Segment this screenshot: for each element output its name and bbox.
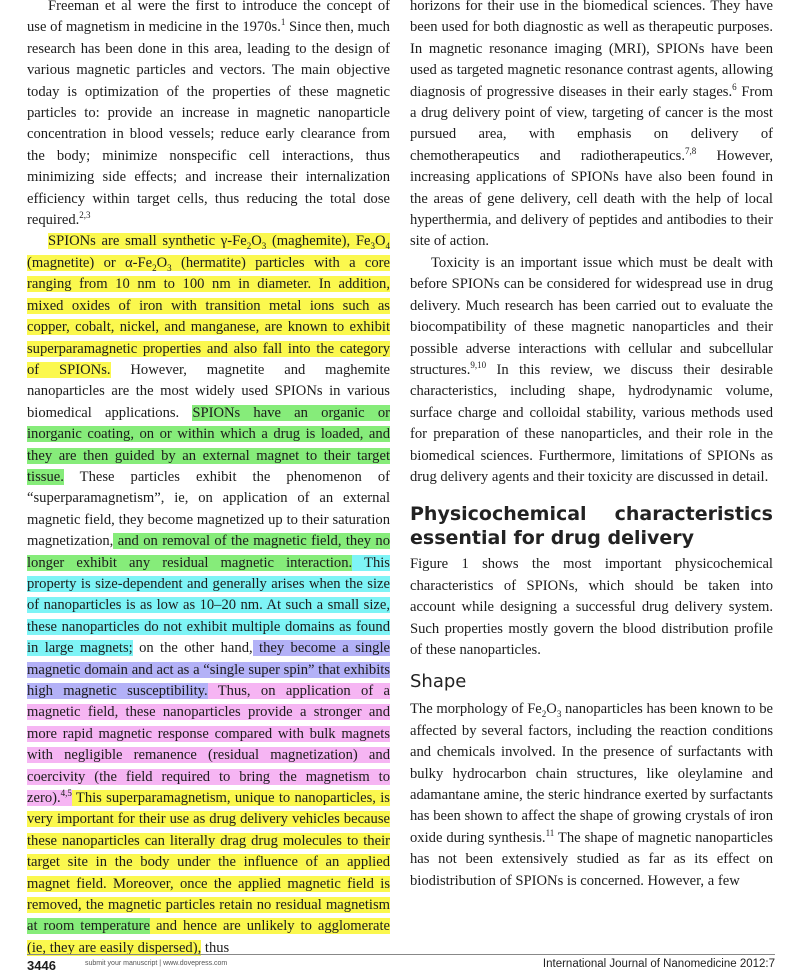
text: nanoparticles has been known to be affected by several factors, including the reaction conditions and chemicals involved. In the presence of surfactants with bulky hydrocarbon chain structures, like oleylamine and adamantane amine, the steric hindrance exerted by surfactants has been shown to affect the shape of growing crystals of iron oxide during synthesis. bbox=[410, 701, 774, 846]
text: Since then, much research has been done in this area, leading to the design of various magnetic particles and vectors. The main objective today is optimization of the properties of these magnetic particles to: provide an increase in magnetic nanoparticle concentration in blood vessels; reduce early clearance from the body; minimize nonspecific cell interactions, thus minimizing side effects; and increase their internalization efficiency within target cells, thus reducing the total dose required. bbox=[27, 19, 390, 229]
ref: 9,10 bbox=[470, 360, 487, 371]
paragraph-history bbox=[27, 0, 390, 231]
subscript: 2 bbox=[152, 262, 157, 273]
paragraph-spions bbox=[27, 231, 390, 959]
highlight-violet: they become a single magnetic domain and act as a “single super spin” that exhibits high magnetic susceptibility. bbox=[27, 640, 390, 699]
text: O bbox=[251, 233, 262, 250]
highlight-yellow: and hence are unlikely to agglomerate (ie, they are easily dispersed), bbox=[27, 918, 390, 956]
text: SPIONs are small synthetic γ-Fe bbox=[48, 233, 247, 250]
text: (maghemite), Fe bbox=[266, 233, 371, 250]
text: Thus, on application of a magnetic field, these nanoparticles provide a stronger and more rapid magnetic response compared with bulk magnets with negligible remanence (residual magnetization) and coercivity (the field required to bring the magnetism to zero). bbox=[27, 683, 390, 807]
text: horizons for their use in the biomedical sciences. They have been used for both diagnostic as well as therapeutic purposes. In magnetic resonance imaging (MRI), SPIONs have been used as targeted magnetic resonance contrast agents, allowing diagnosis of progressive diseases in their early stages. bbox=[410, 0, 773, 100]
text: In this review, we discuss their desirable characteristics, including shape, hydrodynamic volume, surface charge and colloidal stability, various methods used for preparation of these nanoparticles, and their role in the biomedical sciences. Furthermore, limitations of SPIONs as drug delivery agents and their toxicity are discussed in detail. bbox=[410, 361, 773, 485]
highlight-cyan: At such a small size, these nanoparticles do not exhibit multiple domains as found in large magnets; bbox=[27, 597, 390, 657]
subscript: 3 bbox=[370, 241, 375, 252]
subsection-heading: Shape bbox=[410, 671, 467, 693]
text: However, increasing applications of SPIONs have also been found in the areas of gene delivery, cell death with the help of local hyperthermia, and delivery of peptides and antibodies to their site of action. bbox=[410, 147, 773, 250]
text: Freeman et al were the first to introduce the concept of use of magnetism in medicine in the 1970s. bbox=[27, 0, 390, 36]
text: The shape of magnetic nanoparticles has not been extensively studied as far as its effect on biodistribution of SPIONs is concerned. However, a few bbox=[410, 829, 773, 889]
paragraph-horizons bbox=[410, 0, 773, 253]
subscript: 3 bbox=[167, 262, 172, 273]
paragraph-figure1 bbox=[410, 554, 773, 661]
text: The morphology of Fe bbox=[410, 701, 542, 718]
ref: 4,5 bbox=[60, 788, 72, 799]
highlight-green: and on removal of the magnetic field, they no longer exhibit any residual magnetic interaction. bbox=[27, 533, 390, 571]
paragraph-shape bbox=[410, 699, 773, 892]
right-column bbox=[410, 0, 773, 892]
subscript: 4 bbox=[385, 241, 390, 252]
highlight-cyan: This property is size-dependent and generally arises when the size of nanoparticles is as low as 10–20 nm. bbox=[27, 554, 390, 614]
text: Figure 1 shows the most important physicochemical characteristics of SPIONs, which should be taken into account while designing a successful drug delivery system. Such properties mostly govern the blood distribution profile of these nanoparticles. bbox=[410, 556, 773, 658]
subscript: 2 bbox=[541, 709, 547, 720]
ref: 2,3 bbox=[79, 210, 91, 221]
ref: 7,8 bbox=[685, 145, 697, 156]
text: These particles exhibit the phenomenon of “superparamagnetism”, ie, on application of an external magnetic field, they become magnetized up to their saturation magnetization, bbox=[27, 468, 390, 550]
text: O bbox=[156, 254, 168, 271]
text: on the other hand, bbox=[132, 640, 253, 657]
highlight-yellow: This superparamagnetism, unique to nanoparticles, is very important for their use as drug delivery vehicles because these nanoparticles can literally drag drug molecules to their target site in the body under the influence of an applied magnet field. Moreover, once the applied magnetic field is removed, the magnetic particles retain no residual magnetism bbox=[27, 790, 390, 914]
text: O bbox=[546, 701, 557, 718]
text: thus bbox=[201, 939, 230, 956]
text: O bbox=[374, 233, 386, 250]
subscript: 3 bbox=[556, 709, 562, 720]
text: From a drug delivery point of view, targeting of cancer is the most pursued area, with emphasis on delivery of chemotherapeutics and radiotherapeutics. bbox=[410, 83, 774, 164]
subscript: 2 bbox=[246, 241, 252, 252]
subscript: 3 bbox=[261, 241, 267, 252]
text: (hermatite) particles with a core ranging from 10 nm to 100 nm in diameter. In addition, mixed oxides of iron with transition metal ions such as copper, cobalt, nickel, and manganese, are known to exhibit superparamagnetic properties and also fall into the category of SPIONs. bbox=[27, 254, 390, 378]
page-number: 3446 bbox=[27, 958, 56, 973]
footer bbox=[27, 952, 775, 976]
left-column bbox=[27, 0, 390, 959]
highlight-green: at room temperature bbox=[27, 918, 150, 935]
ref: 11 bbox=[545, 827, 555, 838]
text: However, magnetite and maghemite nanoparticles are the most widely used SPIONs in various biomedical applications. bbox=[27, 361, 390, 421]
paragraph-toxicity bbox=[410, 253, 773, 488]
ref: 1 bbox=[280, 17, 286, 28]
section-heading: Physicochemical characteristics essential for drug delivery bbox=[410, 503, 773, 550]
journal-citation: International Journal of Nanomedicine 2012:7 bbox=[542, 958, 775, 970]
text: Toxicity is an important issue which must be dealt with before SPIONs can be considered for widespread use in drug delivery. Much research has been carried out to evaluate the biocompatibility of these magnetic nanoparticles and their possible adverse interactions with cellular and subcellular structures. bbox=[410, 254, 773, 378]
highlight-yellow bbox=[27, 233, 390, 377]
text: (magnetite) or α-Fe bbox=[27, 254, 153, 271]
highlight-green: SPIONs have an organic or inorganic coating, on or within which a drug is loaded, and they are then guided by an external magnet to their target tissue. bbox=[27, 404, 390, 485]
ref: 6 bbox=[732, 81, 737, 92]
submit-link[interactable]: submit your manuscript | www.dovepress.com bbox=[85, 960, 228, 967]
highlight-pink bbox=[27, 683, 390, 806]
